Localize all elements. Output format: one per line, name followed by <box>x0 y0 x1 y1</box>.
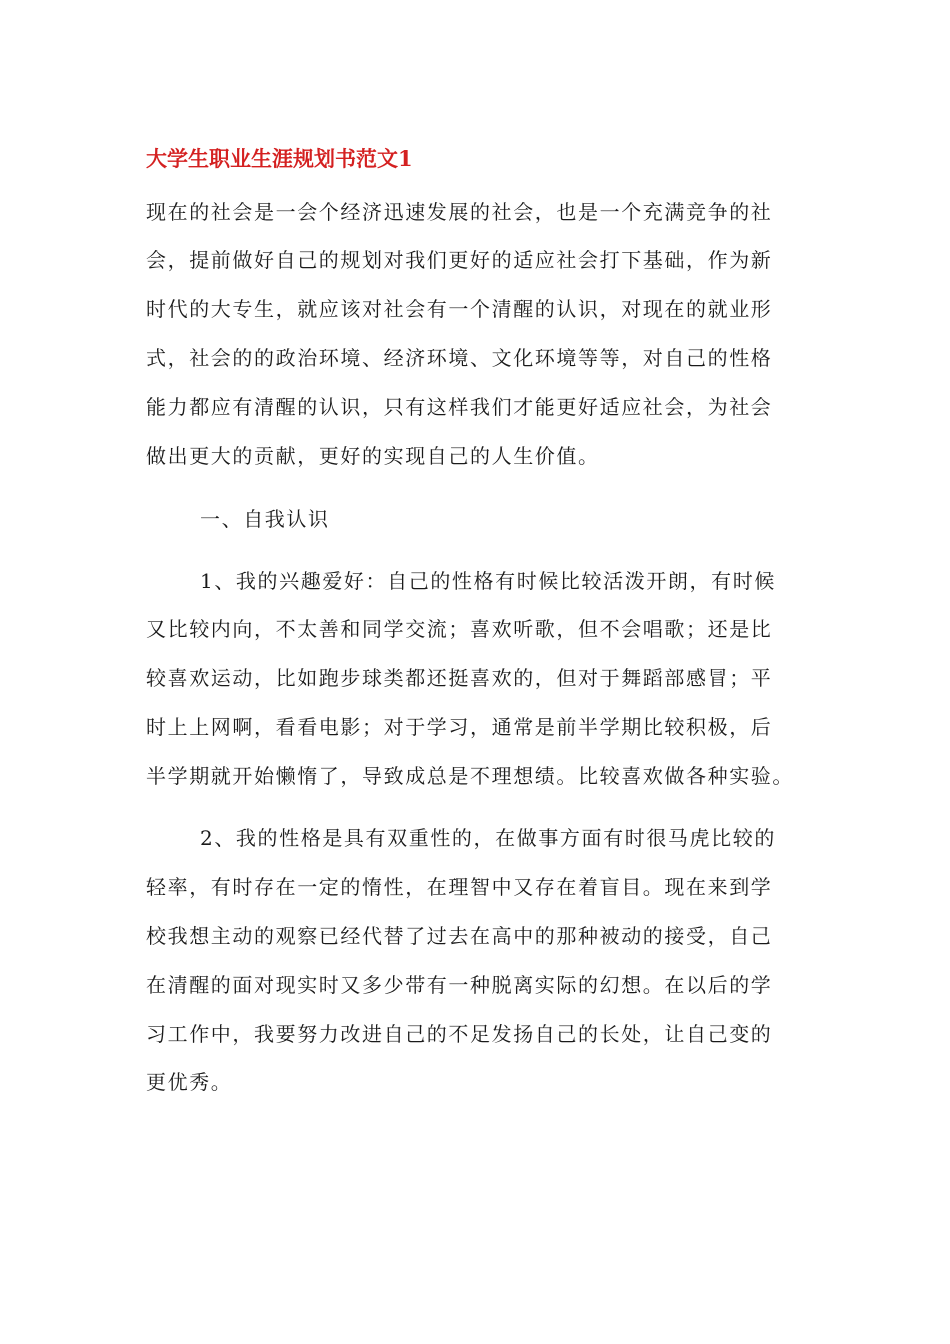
paragraph-3-line-4: 在清醒的面对现实时又多少带有一种脱离实际的幻想。在以后的学 <box>146 973 773 997</box>
section-heading-self-knowledge: 一、自我认识 <box>200 507 330 531</box>
document-title: 大学生职业生涯规划书范文1 <box>146 146 413 171</box>
paragraph-2-line-2: 又比较内向，不太善和同学交流；喜欢听歌，但不会唱歌；还是比 <box>146 617 773 641</box>
paragraph-2-line-4: 时上上网啊，看看电影；对于学习，通常是前半学期比较积极，后 <box>146 715 773 739</box>
paragraph-3-line-5: 习工作中，我要努力改进自己的不足发扬自己的长处，让自己变的 <box>146 1022 773 1046</box>
paragraph-3-line-3: 校我想主动的观察已经代替了过去在高中的那种被动的接受，自己 <box>146 924 773 948</box>
paragraph-2-line-5: 半学期就开始懒惰了，导致成总是不理想绩。比较喜欢做各种实验。 <box>146 764 794 788</box>
paragraph-1-line-3: 时代的大专生，就应该对社会有一个清醒的认识，对现在的就业形 <box>146 297 773 321</box>
paragraph-2-line-1: 1、我的兴趣爱好：自己的性格有时候比较活泼开朗，有时候 <box>200 569 776 593</box>
paragraph-3-line-2: 轻率，有时存在一定的惰性，在理智中又存在着盲目。现在来到学 <box>146 875 773 899</box>
paragraph-3-line-1: 2、我的性格是具有双重性的，在做事方面有时很马虎比较的 <box>200 826 776 850</box>
paragraph-1-line-5: 能力都应有清醒的认识，只有这样我们才能更好适应社会，为社会 <box>146 395 773 419</box>
paragraph-2-line-3: 较喜欢运动，比如跑步球类都还挺喜欢的，但对于舞蹈部感冒；平 <box>146 666 773 690</box>
paragraph-1-line-6: 做出更大的贡献，更好的实现自己的人生价值。 <box>146 444 600 468</box>
paragraph-1-line-1: 现在的社会是一会个经济迅速发展的社会，也是一个充满竞争的社 <box>146 200 773 224</box>
paragraph-3-line-6: 更优秀。 <box>146 1070 233 1094</box>
paragraph-1-line-2: 会，提前做好自己的规划对我们更好的适应社会打下基础，作为新 <box>146 248 773 272</box>
paragraph-1-line-4: 式，社会的的政治环境、经济环境、文化环境等等，对自己的性格 <box>146 346 773 370</box>
